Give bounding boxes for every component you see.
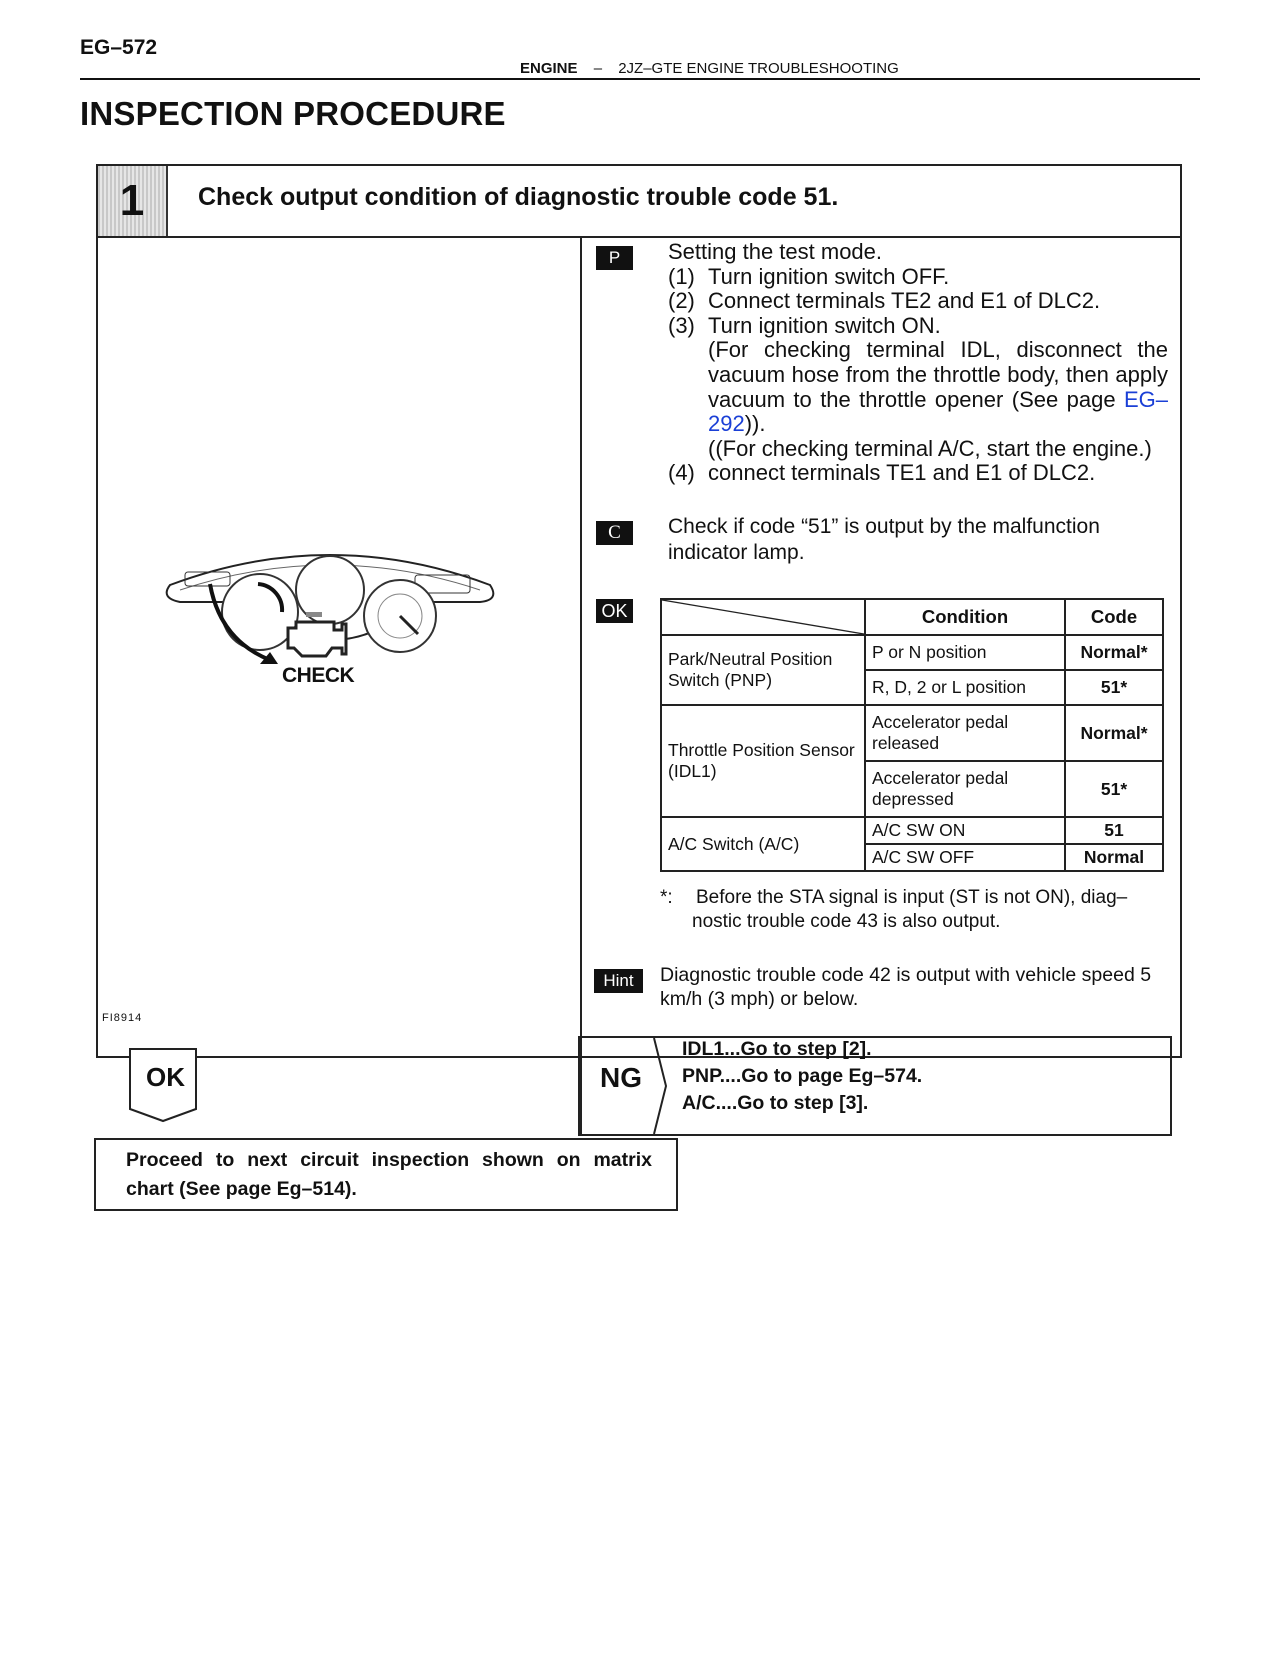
chevron-right-icon — [652, 1036, 672, 1136]
prepare-item: (4) connect terminals TE1 and E1 of DLC2. — [668, 460, 1096, 486]
prepare-item: (3) Turn ignition switch ON. — [668, 312, 941, 338]
code-cell: Normal — [1065, 844, 1163, 871]
step-title: Check output condition of diagnostic trouble code 51. — [198, 183, 839, 211]
hint-text: Diagnostic trouble code 42 is output with vehicle speed 5 km/h (3 mph) or below. — [660, 964, 1152, 1010]
condition-header: Condition — [865, 599, 1065, 635]
condition-cell: R, D, 2 or L position — [865, 670, 1065, 705]
prepare-text — [668, 240, 1168, 486]
step-number: 1 — [98, 166, 168, 236]
prepare-heading: Setting the test mode. — [668, 239, 883, 264]
hint-badge: Hint — [594, 969, 643, 993]
table-footnote: *: Before the STA signal is input (ST is not ON), diag– nostic trouble code 43 is also output. — [660, 887, 1128, 932]
condition-cell: A/C SW ON — [865, 817, 1065, 844]
table-row — [661, 635, 1163, 670]
code-cell: Normal* — [1065, 705, 1163, 761]
prepare-item: (2) Connect terminals TE2 and E1 of DLC2. — [668, 288, 1101, 314]
running-header — [520, 60, 899, 77]
ng-line: IDL1...Go to step [2]. — [682, 1038, 872, 1060]
condition-cell: A/C SW OFF — [865, 844, 1065, 871]
ng-instructions — [682, 1036, 922, 1117]
page-number: EG–572 — [80, 36, 158, 59]
column-divider — [580, 238, 582, 1134]
condition-cell: P or N position — [865, 635, 1065, 670]
item-cell: A/C Switch (A/C) — [661, 817, 865, 871]
check-text: Check if code “51” is output by the malfunction indicator lamp. — [668, 515, 1100, 564]
check-engine-label: CHECK — [282, 664, 355, 687]
code-cell: Normal* — [1065, 635, 1163, 670]
header-rule — [80, 78, 1200, 80]
code-cell: 51* — [1065, 670, 1163, 705]
header-separator: – — [593, 60, 603, 77]
page-title: INSPECTION PROCEDURE — [80, 95, 506, 132]
table-row — [661, 705, 1163, 761]
item-cell: Park/Neutral Position Switch (PNP) — [661, 635, 865, 705]
check-badge: C — [596, 521, 633, 545]
condition-cell: Accelerator pedal released — [865, 705, 1065, 761]
table-header-row — [661, 599, 1163, 635]
code-cell: 51 — [1065, 817, 1163, 844]
ng-line: A/C....Go to step [3]. — [682, 1092, 869, 1114]
code-header: Code — [1065, 599, 1163, 635]
code-cell: 51* — [1065, 761, 1163, 817]
condition-table — [660, 598, 1164, 872]
table-row — [661, 817, 1163, 844]
section-name: ENGINE — [520, 60, 578, 77]
condition-cell: Accelerator pedal depressed — [865, 761, 1065, 817]
ng-line: PNP....Go to page Eg–574. — [682, 1065, 923, 1087]
subsection-name: 2JZ–GTE ENGINE TROUBLESHOOTING — [618, 60, 899, 77]
ng-label: NG — [600, 1062, 642, 1093]
prepare-item: (1) Turn ignition switch OFF. — [668, 263, 950, 289]
ac-note: ((For checking terminal A/C, start the engine.) — [708, 435, 1152, 461]
page-link-eg292[interactable]: EG–292 — [708, 386, 1168, 437]
prepare-badge: P — [596, 246, 633, 270]
proceed-text: Proceed to next circuit inspection shown on matrix chart (See page Eg–514). — [126, 1149, 652, 1200]
footnote-mark: *: — [660, 887, 673, 908]
ok-label: OK — [146, 1062, 185, 1092]
check-engine-lamp-icon — [284, 610, 350, 660]
item-cell: Throttle Position Sensor (IDL1) — [661, 705, 865, 817]
ok-badge: OK — [596, 599, 633, 623]
diagonal-header-cell — [661, 599, 865, 635]
idl-note: (For checking terminal IDL, disconnect the vacuum hose from the throttle body, then apply vacuum to the throttle opener (See page EG–292)). — [708, 337, 1168, 437]
figure-id: FI8914 — [102, 1012, 143, 1024]
